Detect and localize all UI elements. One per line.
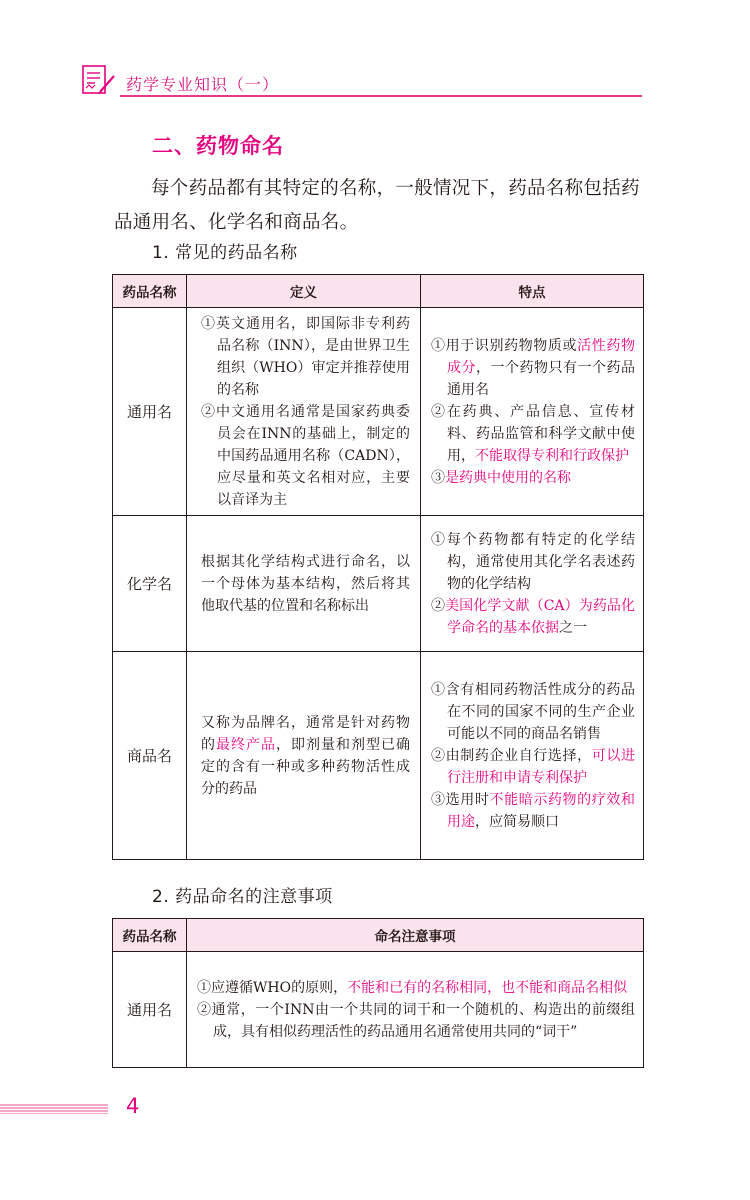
list-item <box>201 313 410 401</box>
list-item <box>431 745 635 789</box>
table-header-row <box>113 919 644 952</box>
text-segment: ② <box>431 597 446 614</box>
text-segment: ②由制药企业自行选择， <box>431 747 592 764</box>
text-segment: ，一个药物只有一个药品通用名 <box>447 359 635 398</box>
features-cell <box>421 308 644 516</box>
page-number: 4 <box>126 1094 140 1118</box>
highlighted-text: 不能取得专利和行政保护 <box>475 447 629 464</box>
text-segment: 又称为品牌名，通常是针对药物的 <box>201 714 410 753</box>
table-row <box>113 652 644 860</box>
highlighted-text: 是药典中使用的名称 <box>445 469 571 486</box>
column-header: 药品名称 <box>113 275 187 308</box>
table1-title: 1. 常见的药品名称 <box>152 243 298 263</box>
text-segment: ，即剂量和剂型已确定的含有一种或多种药物活性成分的药品 <box>201 736 410 797</box>
row-name: 通用名 <box>113 952 187 1068</box>
text-segment: ②中文通用名通常是国家药典委员会在INN的基础上，制定的中国药品通用名称（CADN），应尽量和英文名相对应，主要以音译为主 <box>201 403 410 508</box>
section-title: 二、药物命名 <box>152 134 284 158</box>
highlighted-text: 活性药物成分 <box>447 337 636 376</box>
list-item <box>431 467 635 489</box>
highlighted-text: 最终产品 <box>216 736 276 753</box>
features-cell <box>421 516 644 652</box>
text-segment: 根据其化学结构式进行命名，以一个母体为基本结构，然后将其他取代基的位置和名称标出 <box>201 553 410 614</box>
text-segment: ②通常，一个INN由一个共同的词干和一个随机的、构造出的前缀组成，具有相似药理活性的药品通用名通常使用共同的“词干” <box>197 1001 635 1040</box>
header-title: 药学专业知识（一） <box>126 75 280 94</box>
column-header: 药品名称 <box>113 919 187 952</box>
table2-title: 2. 药品命名的注意事项 <box>152 887 333 907</box>
intro-paragraph: 每个药品都有其特定的名称，一般情况下，药品名称包括药品通用名、化学名和商品名。 <box>114 178 640 233</box>
table-header-row <box>113 275 644 308</box>
column-header: 命名注意事项 <box>187 919 644 952</box>
table-row <box>113 516 644 652</box>
highlighted-text: 可以进行注册和申请专利保护 <box>447 747 636 786</box>
notes-cell <box>187 952 644 1068</box>
list-item <box>431 401 635 467</box>
naming-notes-table <box>112 918 644 1068</box>
list-item <box>431 679 635 745</box>
text-segment: 之一 <box>559 619 587 636</box>
text-segment: ②在药典、产品信息、宣传材料、药品监管和科学文献中使用， <box>431 403 635 464</box>
highlighted-text: 美国化学文献（CA）为药品化学命名的基本依据 <box>445 597 635 636</box>
text-segment: ③ <box>431 469 445 486</box>
definition-cell <box>187 516 421 652</box>
list-item <box>201 712 410 800</box>
text-segment: ①含有相同药物活性成分的药品在不同的国家不同的生产企业可能以不同的商品名销售 <box>431 681 635 742</box>
text-segment: ，应简易顺口 <box>475 813 559 830</box>
row-name: 通用名 <box>113 308 187 516</box>
column-header: 特点 <box>421 275 644 308</box>
text-segment: ③选用时 <box>431 791 490 808</box>
column-header: 定义 <box>187 275 421 308</box>
running-header <box>80 62 642 98</box>
document-pencil-icon <box>80 64 116 96</box>
row-name: 化学名 <box>113 516 187 652</box>
row-name: 商品名 <box>113 652 187 860</box>
table-row <box>113 952 644 1068</box>
highlighted-text: 不能暗示药物的疗效和用途 <box>447 791 636 830</box>
text-segment: ①用于识别药物物质或 <box>431 337 578 354</box>
list-item <box>201 551 410 617</box>
list-item <box>201 401 410 511</box>
highlighted-text: 不能和已有的名称相同，也不能和商品名相似 <box>347 979 628 996</box>
header-rule <box>120 95 642 97</box>
text-segment: ①应遵循WHO的原则， <box>197 979 348 996</box>
footer-decoration <box>0 1104 108 1114</box>
definition-cell <box>187 652 421 860</box>
definition-cell <box>187 308 421 516</box>
text-segment: ①每个药物都有特定的化学结构，通常使用其化学名表述药物的化学结构 <box>431 531 635 592</box>
drug-names-table <box>112 274 644 860</box>
text-segment: ①英文通用名，即国际非专利药品名称（INN），是由世界卫生组织（WHO）审定并推荐使用的名称 <box>201 315 410 398</box>
table-row <box>113 308 644 516</box>
list-item <box>431 529 635 595</box>
features-cell <box>421 652 644 860</box>
list-item <box>431 789 635 833</box>
list-item <box>431 595 635 639</box>
list-item <box>197 999 635 1043</box>
list-item <box>431 335 635 401</box>
list-item <box>197 977 635 999</box>
